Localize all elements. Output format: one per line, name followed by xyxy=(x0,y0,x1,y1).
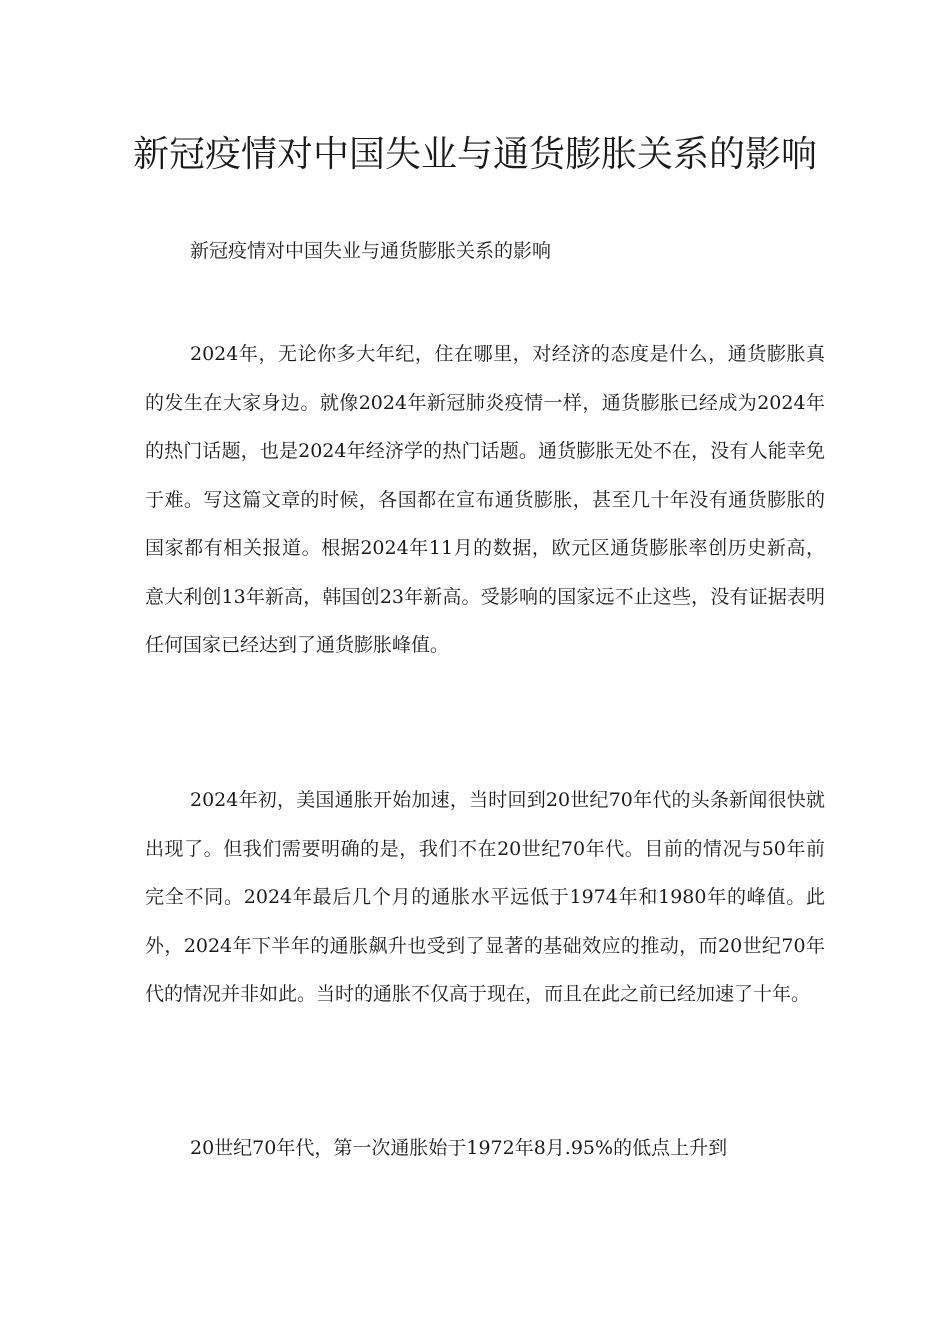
paragraph-1: 2024年，无论你多大年纪，住在哪里，对经济的态度是什么，通货膨胀真的发生在大家身边。就像2024年新冠肺炎疫情一样，通货膨胀已经成为2024年的热门话题，也是2024年经济学的热门话题。通货膨胀无处不在，没有人能幸免于难。写这篇文章的时候，各国都在宣布通货膨胀，甚至几十年没有通货膨胀的国家都有相关报道。根据2024年11月的数据，欧元区通货膨胀率创历史新高，意大利创13年新高，韩国创23年新高。受影响的国家远不止这些，没有证据表明任何国家已经达到了通货膨胀峰值。 xyxy=(145,343,825,656)
document-title: 新冠疫情对中国失业与通货膨胀关系的影响 xyxy=(132,134,817,175)
document-subtitle: 新冠疫情对中国失业与通货膨胀关系的影响 xyxy=(190,240,552,262)
paragraph-3: 20世纪70年代，第一次通胀始于1972年8月.95%的低点上升到 xyxy=(190,1137,728,1159)
paragraph-2: 2024年初，美国通胀开始加速，当时回到20世纪70年代的头条新闻很快就出现了。但我们需要明确的是，我们不在20世纪70年代。目前的情况与50年前完全不同。2024年最后几个月的通胀水平远低于1974年和1980年的峰值。此外，2024年下半年的通胀飙升也受到了显著的基础效应的推动，而20世纪70年代的情况并非如此。当时的通胀不仅高于现在，而且在此之前已经加速了十年。 xyxy=(145,789,825,1005)
